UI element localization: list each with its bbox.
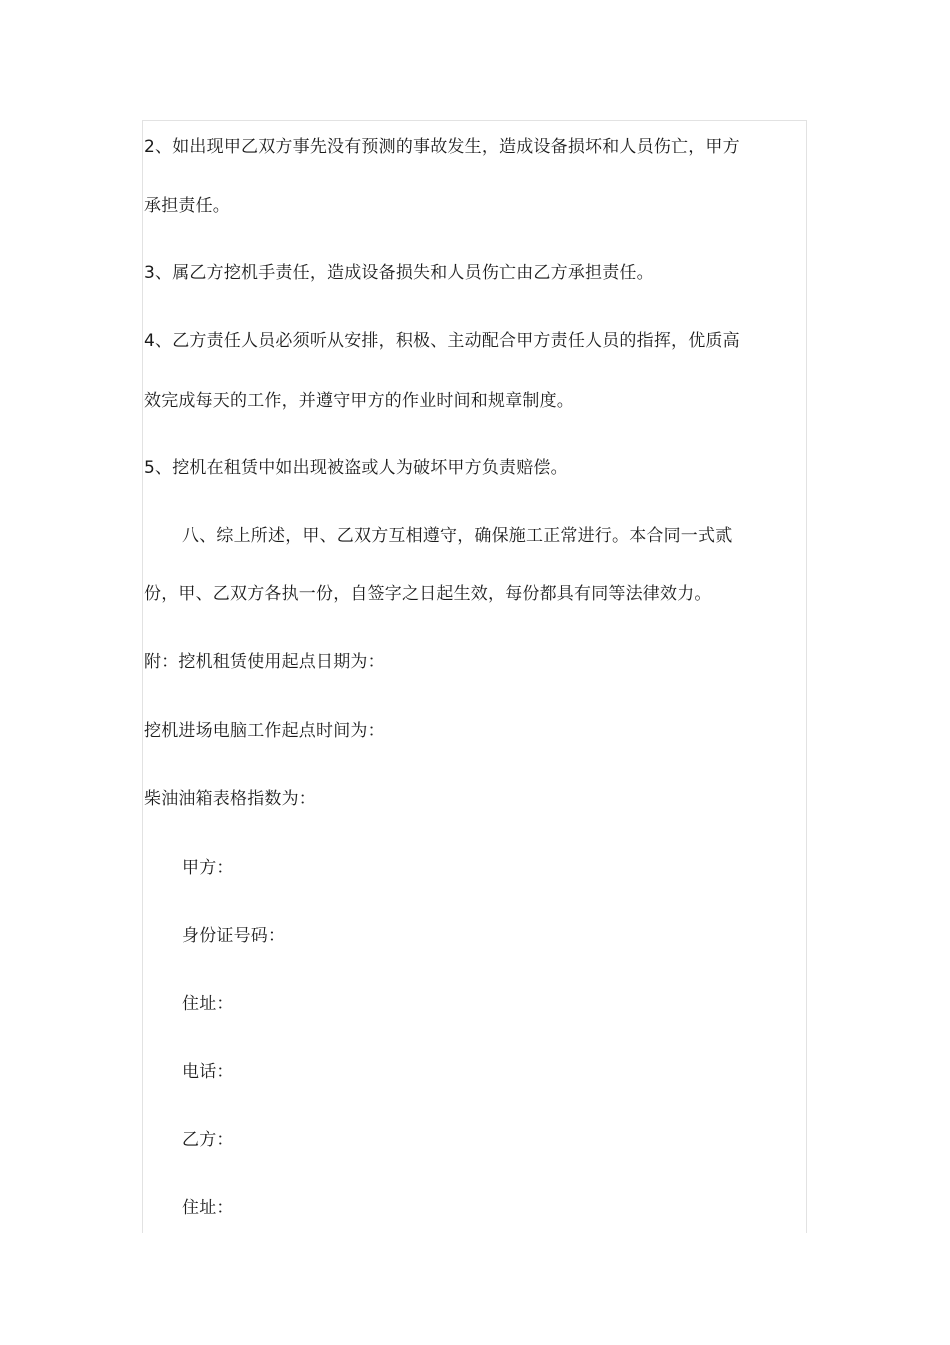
appendix-fuel-reading: 柴油油箱表格指数为： — [144, 789, 316, 809]
clause-5: 5、挖机在租赁中如出现被盗或人为破坏甲方负责赔偿。 — [144, 458, 568, 478]
party-a-label: 甲方： — [182, 858, 234, 878]
clause-2-line-1: 2、如出现甲乙双方事先没有预测的事故发生，造成设备损坏和人员伤亡，甲方 — [144, 137, 740, 157]
section-8-line-2: 份，甲、乙双方各执一份，自签字之日起生效，每份都具有同等法律效力。 — [144, 584, 712, 604]
page-frame — [142, 120, 807, 1233]
appendix-start-time: 挖机进场电脑工作起点时间为： — [144, 721, 385, 741]
phone-label: 电话： — [182, 1062, 234, 1082]
section-8-line-1: 八、综上所述，甲、乙双方互相遵守，确保施工正常进行。本合同一式贰 — [182, 526, 733, 546]
id-number-label: 身份证号码： — [182, 926, 286, 946]
clause-3: 3、属乙方挖机手责任，造成设备损失和人员伤亡由乙方承担责任。 — [144, 263, 654, 283]
address-label-b: 住址： — [182, 1198, 234, 1218]
clause-4-line-1: 4、乙方责任人员必须听从安排，积极、主动配合甲方责任人员的指挥，优质高 — [144, 331, 740, 351]
appendix-start-date: 附：挖机租赁使用起点日期为： — [144, 652, 385, 672]
address-label-a: 住址： — [182, 994, 234, 1014]
clause-4-line-2: 效完成每天的工作，并遵守甲方的作业时间和规章制度。 — [144, 391, 574, 411]
clause-2-line-2: 承担责任。 — [144, 196, 230, 216]
party-b-label: 乙方： — [182, 1130, 234, 1150]
